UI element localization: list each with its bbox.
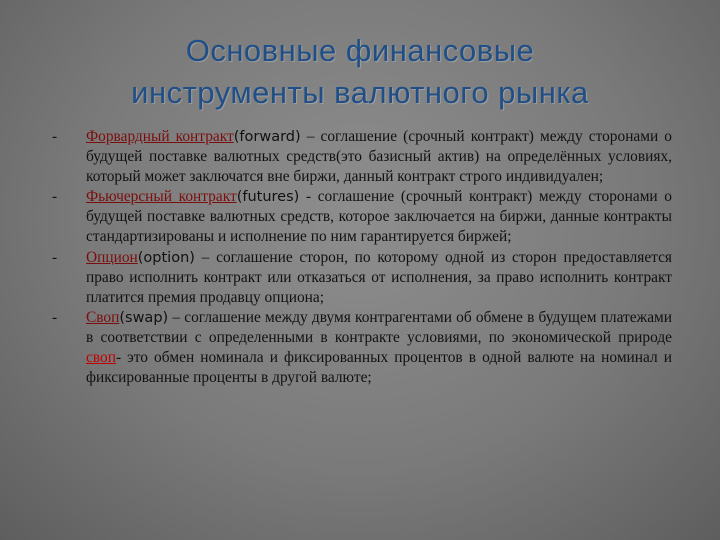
title-line-2: инструменты валютного рынка: [131, 75, 589, 110]
list-item-futures: [52, 187, 672, 247]
instrument-list: [52, 127, 672, 388]
term-forward: Форвардный контракт: [86, 128, 234, 145]
bullet-dash: -: [52, 188, 58, 206]
latin-forward: (forward): [233, 129, 301, 145]
bullet-dash: -: [52, 128, 58, 145]
definition-forward: – соглашение (срочный контракт) между сторонами о будущей поставке валютных средств(это базисный актив) на определённых условиях, который может заключатся вне биржи, данный контракт строго индивидуален;: [86, 128, 673, 186]
term-swap: Своп: [86, 308, 120, 326]
bullet-dash: -: [52, 308, 58, 326]
latin-option: (option): [137, 249, 195, 266]
term-futures: Фьючерсный контракт: [86, 188, 237, 206]
term-option: Опцион: [86, 248, 138, 266]
definition-futures: - соглашение (срочный контракт) между сторонами о будущей поставке валютных средств, которое заключается на биржи, данные контракты стандартизированы и исполнение по ним гарантируется биржей;: [86, 188, 672, 246]
definition-option: – соглашение сторон, по которому одной из сторон предоставляется право исполнить контракт или отказаться от исполнения, за право исполнить контракт платится премия продавцу опциона;: [86, 248, 672, 306]
definition-swap-part-1: – соглашение между двумя контрагентами об обмене в будущем платежами в соответствии с определенными в контракте условиями, по экономической природе: [86, 308, 672, 346]
title-line-1: Основные финансовые: [185, 33, 535, 68]
latin-futures: (futures): [236, 189, 300, 206]
list-item-forward: [52, 127, 672, 187]
slide-title: [40, 30, 680, 114]
list-item-option: [52, 248, 672, 308]
list-item-swap: [52, 308, 672, 388]
bullet-dash: -: [52, 248, 58, 266]
definition-swap-part-2: - это обмен номинала и фиксированных процентов в одной валюте на номинал и фиксированные проценты в другой валюте;: [86, 349, 672, 387]
term-swap-inline: своп: [86, 349, 116, 367]
latin-swap: (swap): [119, 309, 169, 326]
